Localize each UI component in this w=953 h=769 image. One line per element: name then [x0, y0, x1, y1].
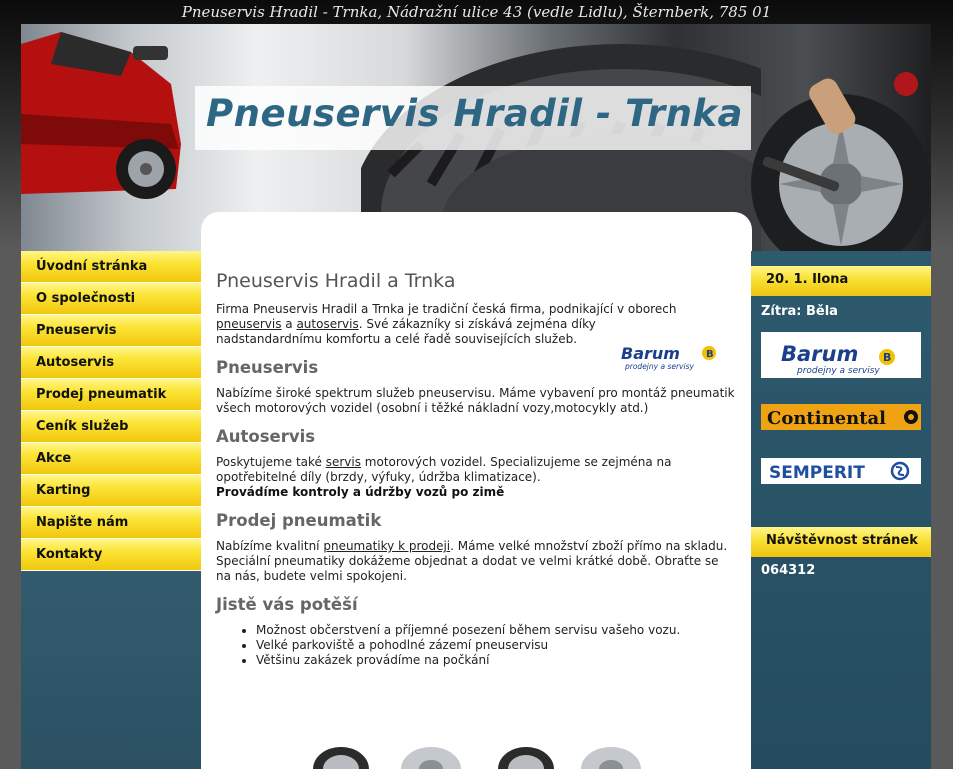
prodej-text-1: Nabízíme kvalitní — [216, 539, 324, 553]
intro-text-1: Firma Pneuservis Hradil a Trnka je tradiční česká firma, podnikající v oborech — [216, 302, 677, 316]
pneuservis-heading: Pneuservis — [216, 358, 319, 377]
prodej-paragraph — [216, 539, 736, 584]
barum-logo — [761, 332, 921, 378]
list-item: • Velké parkoviště a pohodlné zázemí pneuservisu — [256, 638, 736, 653]
prodej-heading: Prodej pneumatik — [216, 511, 382, 530]
jiste-heading: Jistě vás potěší — [216, 595, 358, 614]
menu-item-kontakty[interactable]: Kontakty — [21, 539, 201, 571]
barum-banner-sub: prodejny a servisy — [797, 366, 880, 376]
menu-item-o-spolecnosti[interactable]: O společnosti — [21, 283, 201, 315]
svg-text:B: B — [883, 351, 892, 364]
pneuservis-text: Nabízíme široké spektrum služeb pneuservisu. Máme vybavení pro montáž pneumatik všech motorových vozidel (osobní i těžké nákladní vozy,motocykly atd.) — [216, 386, 735, 415]
menu-item-akce[interactable]: Akce — [21, 443, 201, 475]
intro-text-3: . Své zákazníky si získává zejména díky nadstandardnímu komfortu a celé řadě souvisejících služeb. — [216, 317, 596, 346]
semperit-logo — [761, 458, 921, 484]
menu-item-cenik-sluzeb[interactable]: Ceník služeb — [21, 411, 201, 443]
autoservis-heading: Autoservis — [216, 427, 316, 446]
barum-banner[interactable] — [761, 332, 921, 378]
list-item: • Možnost občerstvení a příjemné posezení během servisu vašeho vozu. — [256, 623, 736, 638]
nameday-today: 20. 1. Ilona — [751, 266, 931, 296]
autoservis-bold-text: Provádíme kontroly a údržby vozů po zimě — [216, 485, 505, 499]
site-title-band — [195, 86, 751, 150]
address-bar-text: Pneuservis Hradil - Trnka, Nádražní ulice 43 (vedle Lidlu), Šternberk, 785 01 — [181, 3, 772, 21]
svg-text:B: B — [706, 349, 714, 360]
right-sidebar — [751, 251, 931, 769]
nameday-tomorrow: Zítra: Běla — [761, 304, 838, 319]
right-stripe — [931, 251, 953, 769]
intro-paragraph — [216, 302, 686, 347]
pneuservis-link[interactable]: pneuservis — [216, 317, 282, 331]
autoservis-link[interactable]: autoservis — [296, 317, 359, 331]
barum-logo-sub: prodejny a servisy — [625, 362, 694, 371]
left-sidebar — [21, 251, 201, 769]
car-image — [21, 24, 201, 251]
autoservis-text-1: Poskytujeme také — [216, 455, 326, 469]
rims-image — [301, 747, 641, 769]
visits-counter: 064312 — [761, 563, 816, 578]
visits-heading: Návštěvnost stránek — [751, 527, 931, 557]
barum-banner-word: Barum — [781, 342, 859, 366]
semperit-logo-text: SEMPERIT — [769, 463, 865, 483]
prodej-text-2: . Máme velké množství zboží přímo na skladu. Speciální pneumatiky dokážeme objednat a dodat ve velmi krátké době. Obraťte se na nás, budete velmi spokojeni. — [216, 539, 728, 583]
menu-item-napiste-nam[interactable]: Napište nám — [21, 507, 201, 539]
main-content — [201, 251, 751, 769]
header-banner — [21, 24, 931, 251]
continental-banner[interactable] — [761, 404, 921, 430]
menu-item-karting[interactable]: Karting — [21, 475, 201, 507]
main-menu — [21, 251, 201, 571]
content-tab — [201, 212, 752, 251]
barum-logo-word: Barum — [621, 344, 680, 363]
menu-item-autoservis[interactable]: Autoservis — [21, 347, 201, 379]
list-item: • Většinu zakázek provádíme na počkání — [256, 653, 736, 668]
autoservis-paragraph — [216, 455, 736, 500]
pneumatiky-k-prodeji-link[interactable]: pneumatiky k prodeji — [323, 539, 451, 553]
servis-link[interactable]: servis — [325, 455, 361, 469]
benefits-list — [256, 623, 736, 668]
barum-logo — [619, 343, 719, 371]
continental-logo — [761, 404, 921, 430]
menu-item-pneuservis[interactable]: Pneuservis — [21, 315, 201, 347]
continental-logo-text: Continental — [767, 408, 887, 429]
autoservis-text-2: motorových vozidel. Specializujeme se zejména na opotřebitelné díly (brzdy, výfuky, údržba klimatizace). — [216, 455, 672, 484]
page-title: Pneuservis Hradil a Trnka — [216, 270, 456, 292]
wheel-image — [721, 24, 931, 251]
menu-item-uvodni-stranka[interactable]: Úvodní stránka — [21, 251, 201, 283]
semperit-banner[interactable] — [761, 458, 921, 484]
menu-item-prodej-pneumatik[interactable]: Prodej pneumatik — [21, 379, 201, 411]
site-title: Pneuservis Hradil - Trnka — [206, 92, 743, 135]
intro-text-2: a — [281, 317, 297, 331]
